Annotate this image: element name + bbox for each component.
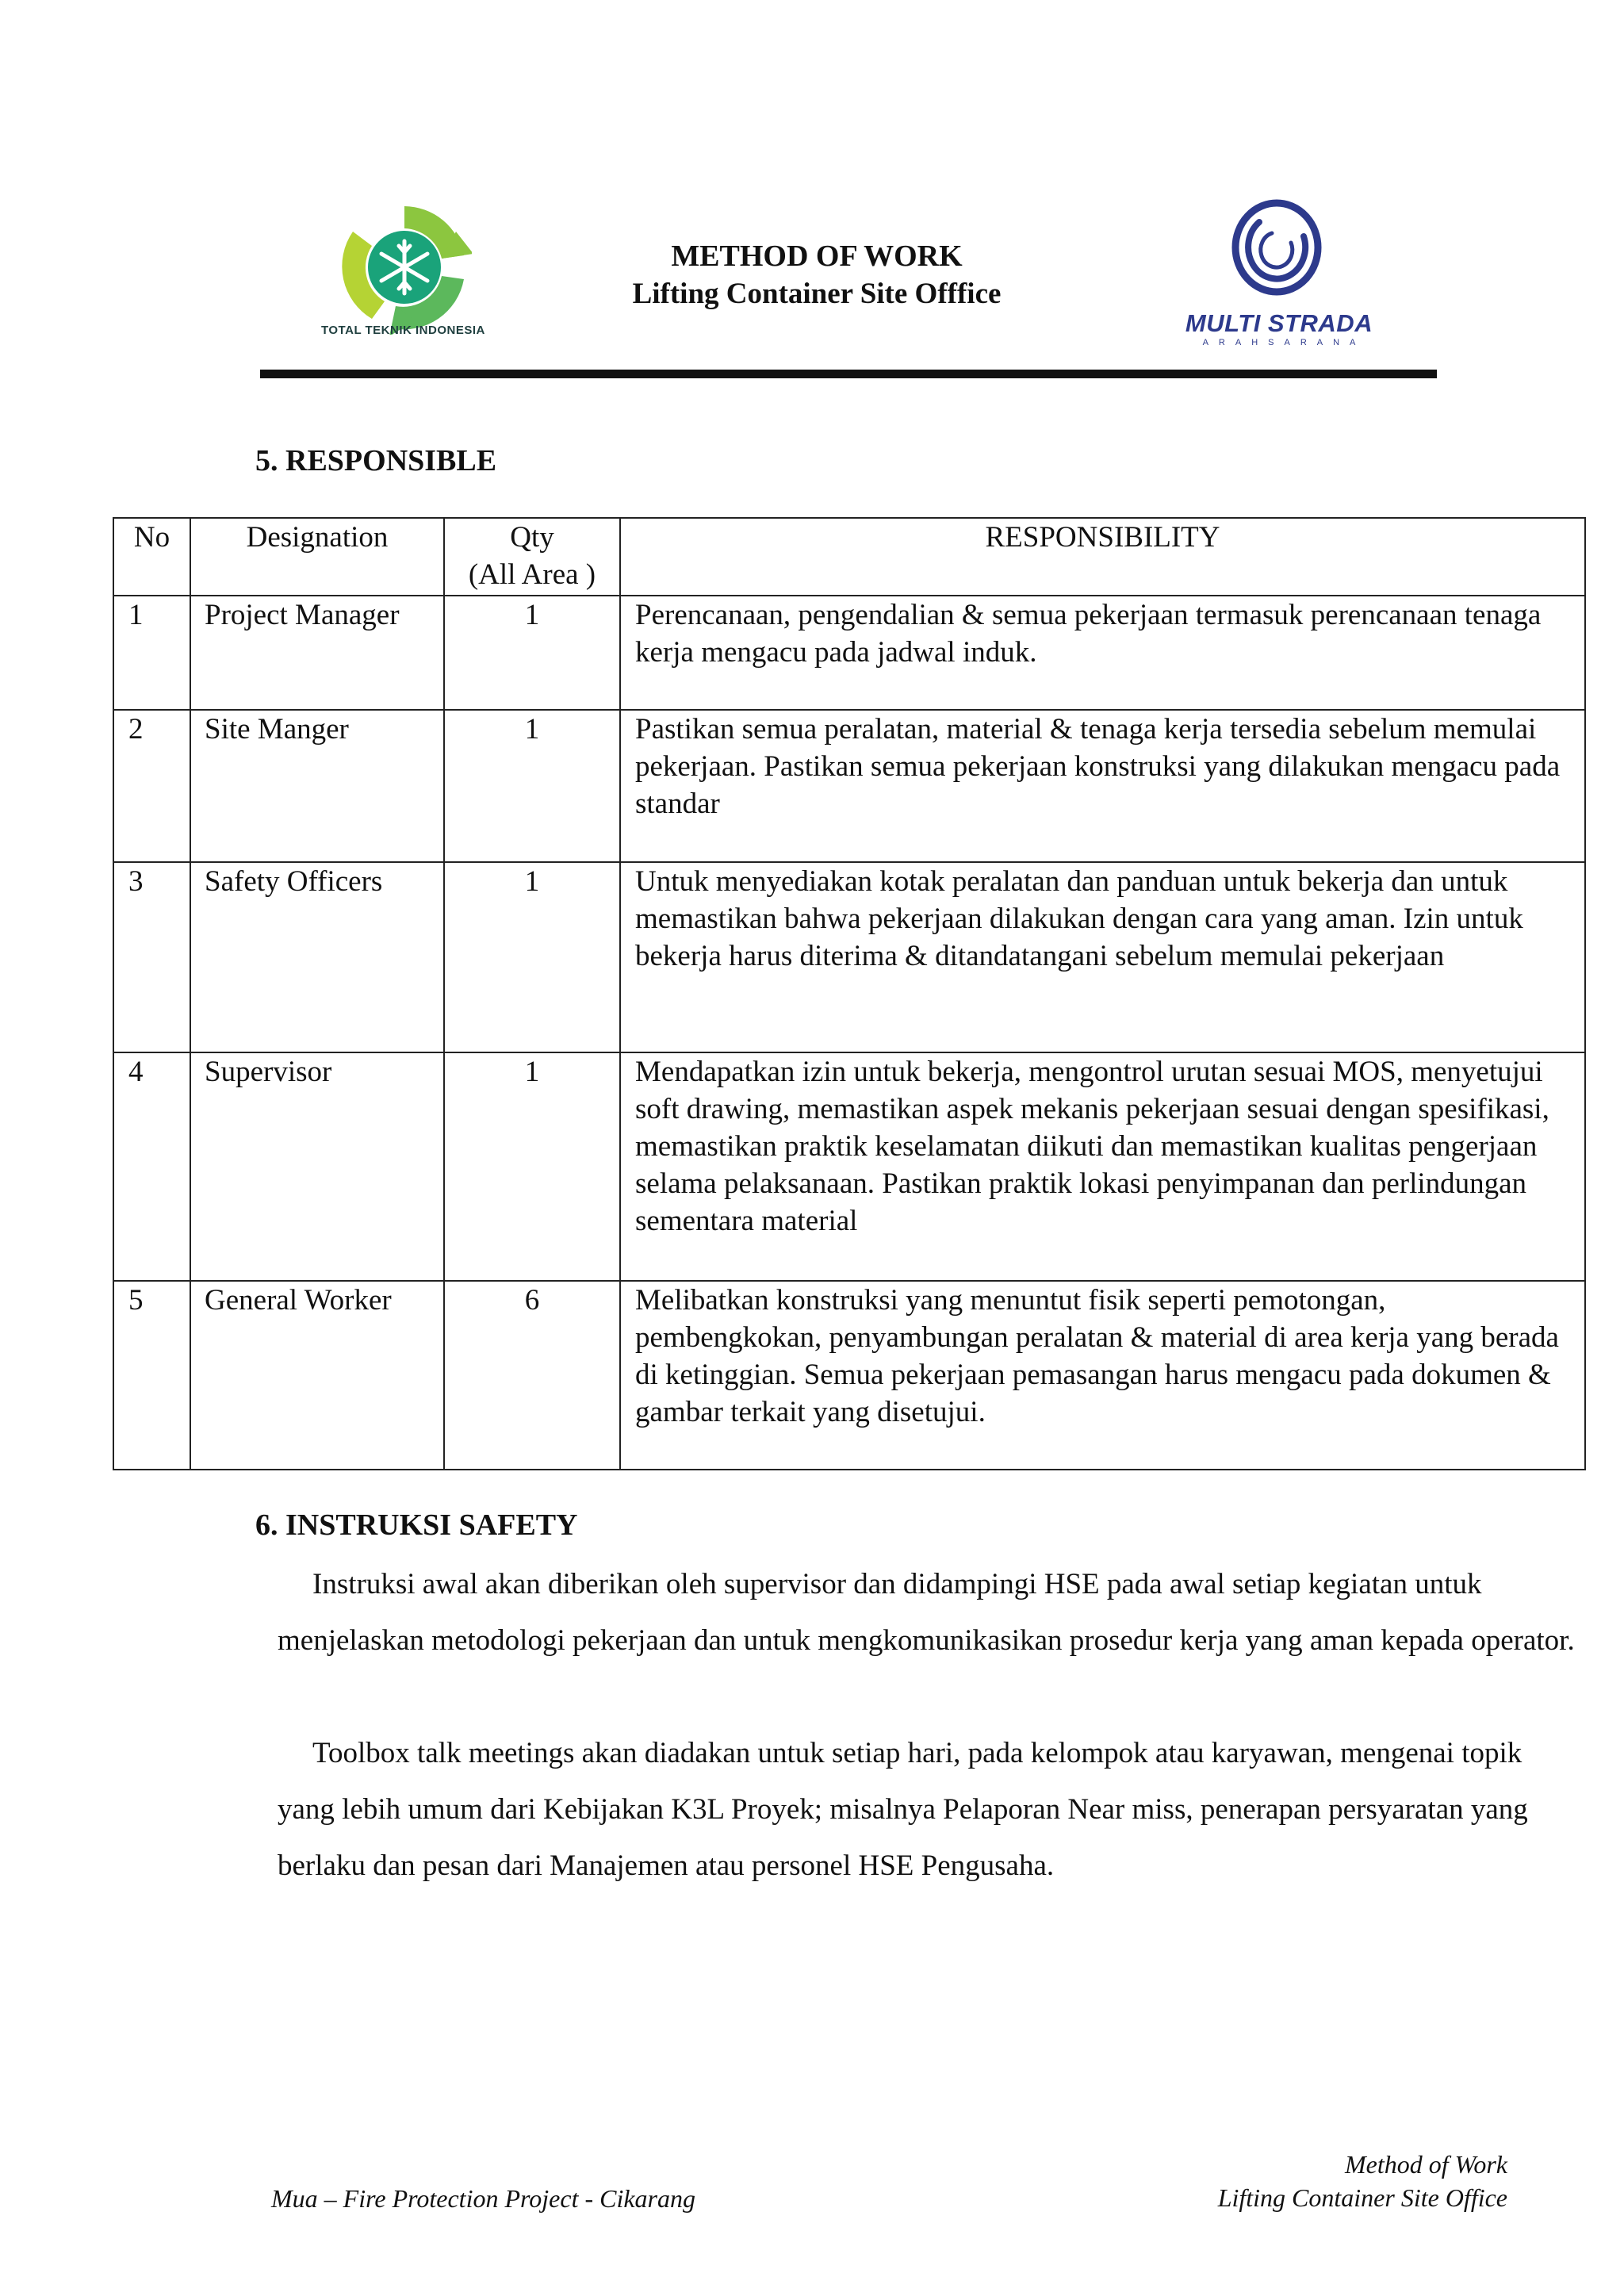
footer-right-line1: Method of Work (1344, 2150, 1507, 2179)
document-header (492, 236, 1142, 312)
table-header-row (113, 518, 1585, 596)
safety-paragraph (278, 1725, 1578, 1894)
row-designation: Project Manager (190, 596, 444, 710)
row-qty: 1 (444, 596, 620, 710)
footer-project-name: Mua – Fire Protection Project - Cikarang (271, 2184, 695, 2213)
tti-logo-text: TOTAL TEKNIK INDONESIA (321, 324, 485, 337)
swirl-ring-icon (1228, 198, 1327, 297)
qty-header-line2: (All Area ) (468, 558, 596, 591)
row-no: 2 (113, 710, 190, 862)
row-no: 4 (113, 1052, 190, 1281)
table-row (113, 862, 1585, 1052)
column-header-qty (444, 518, 620, 596)
table-row (113, 1281, 1585, 1470)
table-row (113, 596, 1585, 710)
page-subtitle: Lifting Container Site Offfice (632, 278, 1002, 310)
row-qty: 1 (444, 1052, 620, 1281)
row-no: 5 (113, 1281, 190, 1470)
qty-header-line1: Qty (510, 521, 554, 554)
total-teknik-indonesia-logo (321, 200, 511, 351)
paragraph-text: Toolbox talk meetings akan diadakan untuk setiap hari, pada kelompok atau karyawan, mengenai topik yang lebih umum dari Kebijakan K3L Proyek; misalnya Pelaporan Near miss, penerapan persyaratan yang berlaku dan pesan dari Manajemen atau personel HSE Pengusaha. (278, 1737, 1528, 1882)
row-responsibility: Melibatkan konstruksi yang menuntut fisik seperti pemotongan, pembengkokan, penyambungan peralatan & material di area kerja yang berada di ketinggian. Semua pekerjaan pemasangan harus mengacu pada dokumen & gambar terkait yang disetujui. (620, 1281, 1585, 1470)
section-heading-safety-instructions: 6. INSTRUKSI SAFETY (255, 1508, 578, 1542)
row-qty: 1 (444, 862, 620, 1052)
multi-strada-logo (1180, 198, 1378, 349)
column-header-responsibility: RESPONSIBILITY (620, 518, 1585, 596)
section-heading-responsible: 5. RESPONSIBLE (255, 444, 497, 477)
row-no: 3 (113, 862, 190, 1052)
table-row (113, 1052, 1585, 1281)
row-no: 1 (113, 596, 190, 710)
snowflake-recycle-icon (337, 200, 472, 335)
page-title: METHOD OF WORK (671, 240, 963, 273)
table-row (113, 710, 1585, 862)
multi-strada-logo-text: MULTI STRADA (1185, 309, 1373, 337)
row-designation: Safety Officers (190, 862, 444, 1052)
row-designation: Site Manger (190, 710, 444, 862)
header-divider (260, 370, 1437, 378)
responsibility-table (113, 517, 1586, 1470)
row-responsibility: Pastikan semua peralatan, material & tenaga kerja tersedia sebelum memulai pekerjaan. Pastikan semua pekerjaan konstruksi yang dilakukan mengacu pada standar (620, 710, 1585, 862)
row-responsibility: Perencanaan, pengendalian & semua pekerjaan termasuk perencanaan tenaga kerja mengacu pada jadwal induk. (620, 596, 1585, 710)
safety-paragraph (278, 1556, 1578, 1669)
row-qty: 1 (444, 710, 620, 862)
row-qty: 6 (444, 1281, 620, 1470)
row-responsibility: Untuk menyediakan kotak peralatan dan panduan untuk bekerja dan untuk memastikan bahwa pekerjaan dilakukan dengan cara yang aman. Izin untuk bekerja harus diterima & ditandatangani sebelum memulai pekerjaan (620, 862, 1585, 1052)
column-header-no: No (113, 518, 190, 596)
multi-strada-logo-subtext: ARAHSARANA (1202, 338, 1366, 347)
row-responsibility: Mendapatkan izin untuk bekerja, mengontrol urutan sesuai MOS, menyetujui soft drawing, memastikan aspek mekanis pekerjaan sesuai dengan spesifikasi, memastikan praktik keselamatan diikuti dan memastikan kualitas pengerjaan selama pelaksanaan. Pastikan praktik lokasi penyimpanan dan perlindungan sementara material (620, 1052, 1585, 1281)
column-header-designation: Designation (190, 518, 444, 596)
row-designation: General Worker (190, 1281, 444, 1470)
paragraph-text: Instruksi awal akan diberikan oleh supervisor dan didampingi HSE pada awal setiap kegiatan untuk menjelaskan metodologi pekerjaan dan untuk mengkomunikasikan prosedur kerja yang aman kepada operator. (278, 1568, 1575, 1657)
footer-right-line2: Lifting Container Site Office (1217, 2183, 1507, 2212)
row-designation: Supervisor (190, 1052, 444, 1281)
footer-document-title (1031, 2148, 1507, 2214)
